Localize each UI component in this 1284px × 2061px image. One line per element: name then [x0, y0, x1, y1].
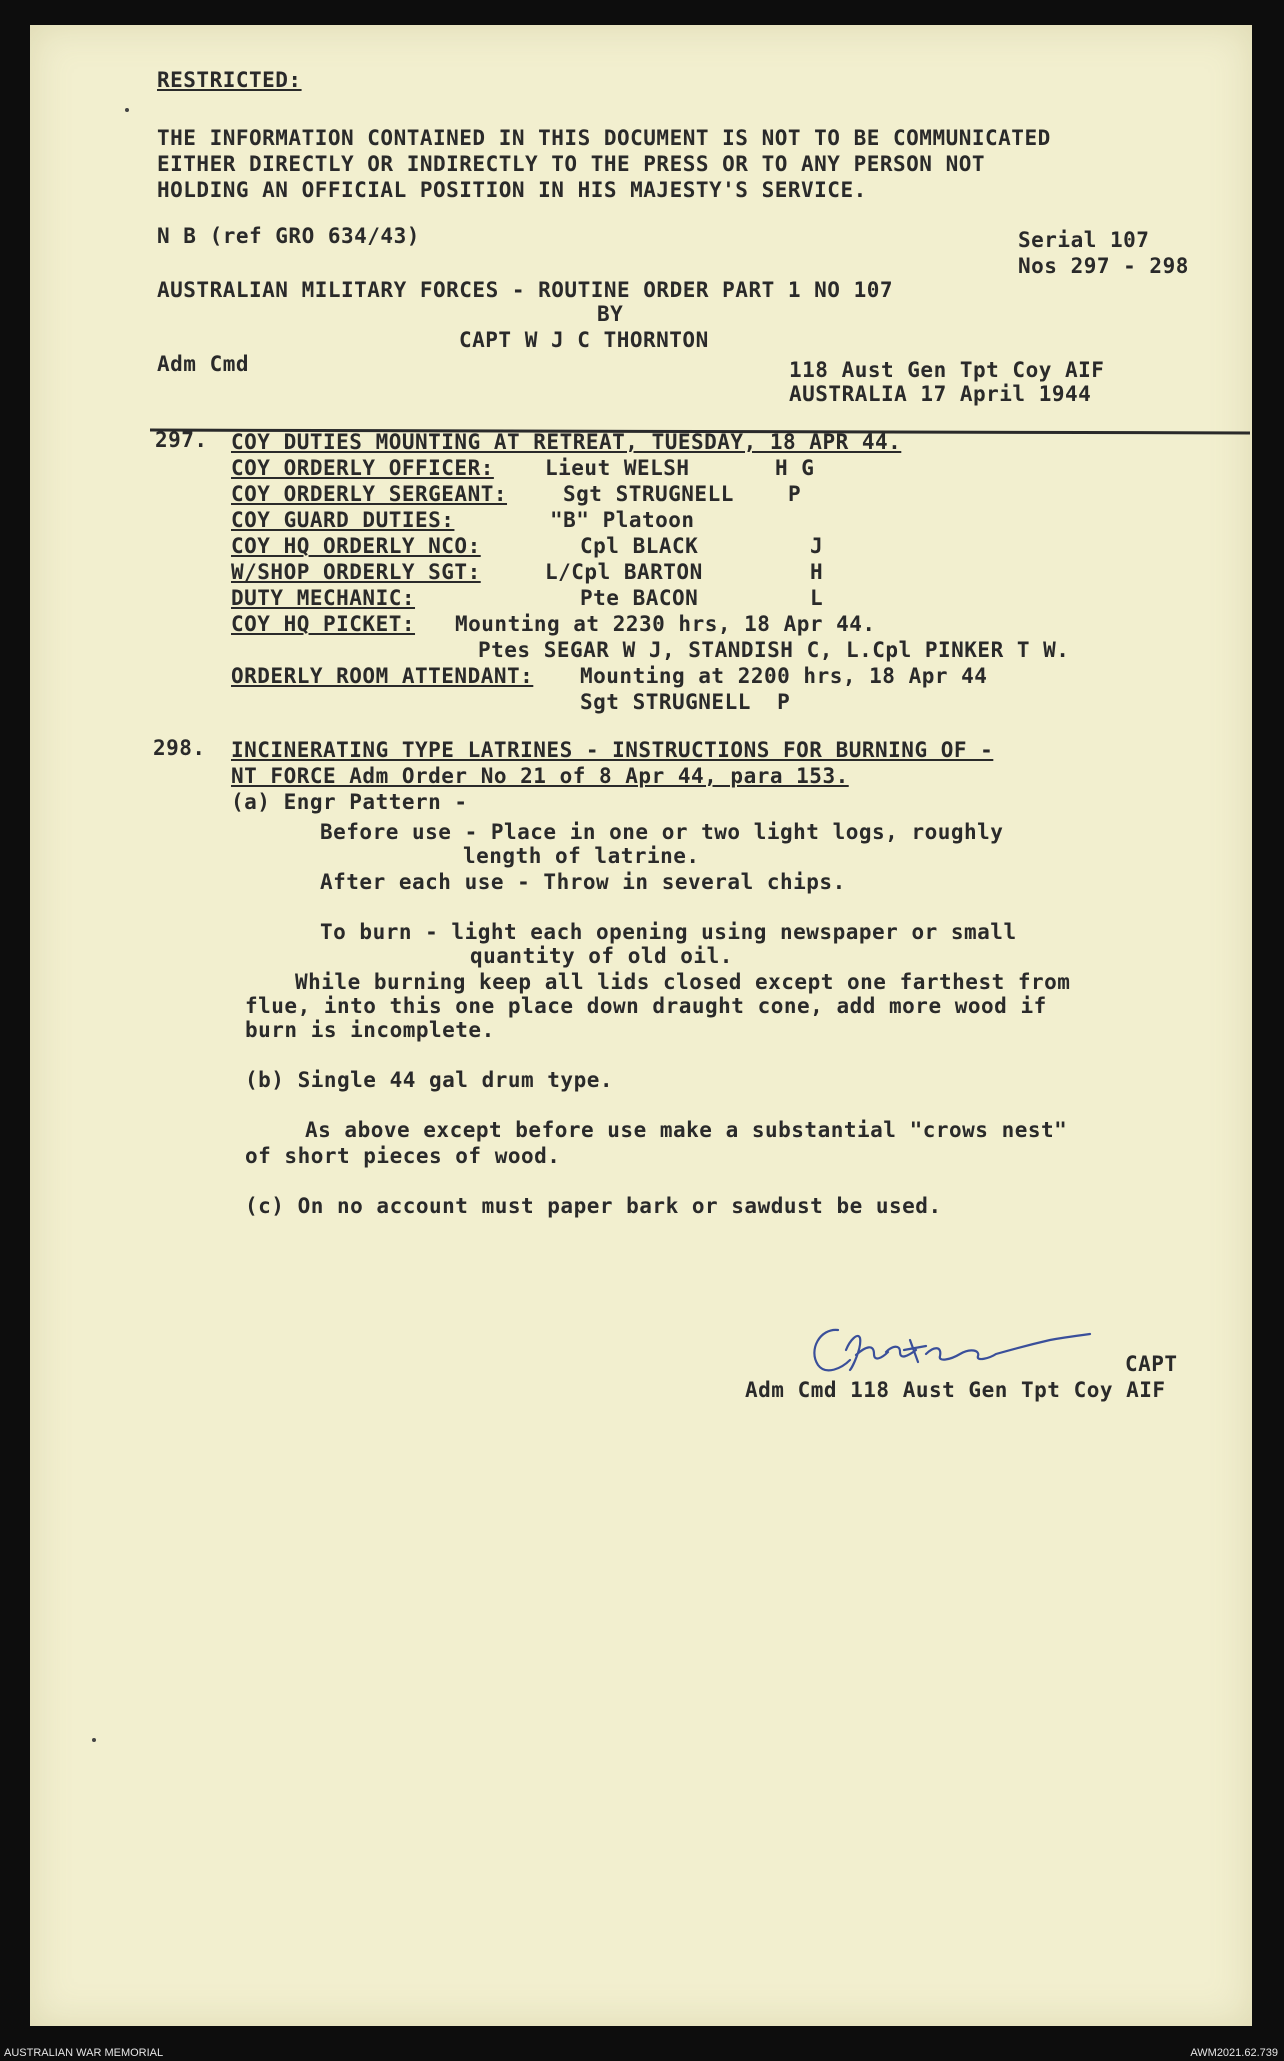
- duty-person-1: Lieut WELSH: [545, 456, 690, 480]
- adm-cmd-label: Adm Cmd: [157, 352, 250, 376]
- paper-speck: [92, 1738, 96, 1742]
- section-298-number: 298.: [153, 736, 206, 760]
- duty-person-2: Sgt STRUGNELL: [563, 482, 734, 506]
- item-b-text-1: As above except before use make a substantial "crows nest": [305, 1118, 1068, 1142]
- duty-label-5: W/SHOP ORDERLY SGT:: [231, 560, 481, 584]
- notice-line-3: HOLDING AN OFFICIAL POSITION IN HIS MAJESTY'S SERVICE.: [157, 178, 867, 202]
- signature-block: Adm Cmd 118 Aust Gen Tpt Coy AIF: [745, 1378, 1166, 1402]
- paper-speck: [125, 108, 129, 112]
- restricted-label: RESTRICTED:: [157, 68, 302, 92]
- orderly-room-name: Sgt STRUGNELL P: [580, 690, 791, 714]
- serial-number: Serial 107: [1018, 228, 1150, 252]
- duty-code-2: P: [788, 482, 802, 506]
- duty-label-4: COY HQ ORDERLY NCO:: [231, 534, 481, 558]
- footer-left-credit: AUSTRALIAN WAR MEMORIAL: [4, 2047, 164, 2059]
- footer-accession-number: AWM2021.62.739: [1190, 2047, 1278, 2059]
- duty-person-5: L/Cpl BARTON: [545, 560, 703, 584]
- duty-code-1: H G: [775, 456, 815, 480]
- duty-code-4: J: [810, 534, 824, 558]
- unit-name: 118 Aust Gen Tpt Coy AIF: [789, 358, 1105, 382]
- picket-text: Mounting at 2230 hrs, 18 Apr 44.: [455, 612, 876, 636]
- while-burning-line-3: burn is incomplete.: [245, 1018, 495, 1042]
- duty-person-3: "B" Platoon: [550, 508, 695, 532]
- picket-names: Ptes SEGAR W J, STANDISH C, L.Cpl PINKER T W.: [478, 638, 1070, 662]
- picket-label: COY HQ PICKET:: [231, 612, 416, 636]
- document-page: [30, 25, 1252, 2026]
- to-burn-line-2: quantity of old oil.: [470, 944, 733, 968]
- duty-code-5: H: [810, 560, 824, 584]
- before-use-line-1: Before use - Place in one or two light logs, roughly: [320, 820, 1004, 844]
- nb-reference: N B (ref GRO 634/43): [157, 224, 420, 248]
- duty-label-1: COY ORDERLY OFFICER:: [231, 456, 494, 480]
- item-a-label: (a) Engr Pattern -: [231, 790, 468, 814]
- place-date: AUSTRALIA 17 April 1944: [789, 382, 1092, 406]
- before-use-line-2: length of latrine.: [463, 844, 700, 868]
- orderly-room-text: Mounting at 2200 hrs, 18 Apr 44: [580, 664, 988, 688]
- duty-person-4: Cpl BLACK: [580, 534, 699, 558]
- item-c-text: (c) On no account must paper bark or sawdust be used.: [245, 1194, 942, 1218]
- by-label: BY: [597, 302, 624, 326]
- section-298-reference: NT FORCE Adm Order No 21 of 8 Apr 44, para 153.: [231, 764, 849, 788]
- while-burning-line-1: While burning keep all lids closed except one farthest from: [295, 970, 1071, 994]
- item-b-text-2: of short pieces of wood.: [245, 1144, 561, 1168]
- while-burning-line-2: flue, into this one place down draught cone, add more wood if: [245, 994, 1047, 1018]
- section-297-number: 297.: [155, 428, 208, 452]
- notice-line-1: THE INFORMATION CONTAINED IN THIS DOCUMENT IS NOT TO BE COMMUNICATED: [157, 126, 1051, 150]
- signature-rank: CAPT: [1125, 1352, 1178, 1376]
- orderly-room-label: ORDERLY ROOM ATTENDANT:: [231, 664, 534, 688]
- duty-label-3: COY GUARD DUTIES:: [231, 508, 455, 532]
- duty-code-6: L: [810, 586, 824, 610]
- order-numbers: Nos 297 - 298: [1018, 254, 1189, 278]
- duty-label-6: DUTY MECHANIC:: [231, 586, 416, 610]
- officer-name: CAPT W J C THORNTON: [459, 328, 709, 352]
- after-use-line: After each use - Throw in several chips.: [320, 870, 846, 894]
- duty-person-6: Pte BACON: [580, 586, 699, 610]
- order-title: AUSTRALIAN MILITARY FORCES - ROUTINE ORDER PART 1 NO 107: [157, 278, 894, 302]
- to-burn-line-1: To burn - light each opening using newspaper or small: [320, 920, 1017, 944]
- item-b-label: (b) Single 44 gal drum type.: [245, 1068, 614, 1092]
- notice-line-2: EITHER DIRECTLY OR INDIRECTLY TO THE PRESS OR TO ANY PERSON NOT: [157, 152, 986, 176]
- section-298-heading: INCINERATING TYPE LATRINES - INSTRUCTIONS FOR BURNING OF -: [231, 738, 994, 762]
- duty-label-2: COY ORDERLY SERGEANT:: [231, 482, 508, 506]
- section-297-heading: COY DUTIES MOUNTING AT RETREAT, TUESDAY, 18 APR 44.: [231, 430, 902, 454]
